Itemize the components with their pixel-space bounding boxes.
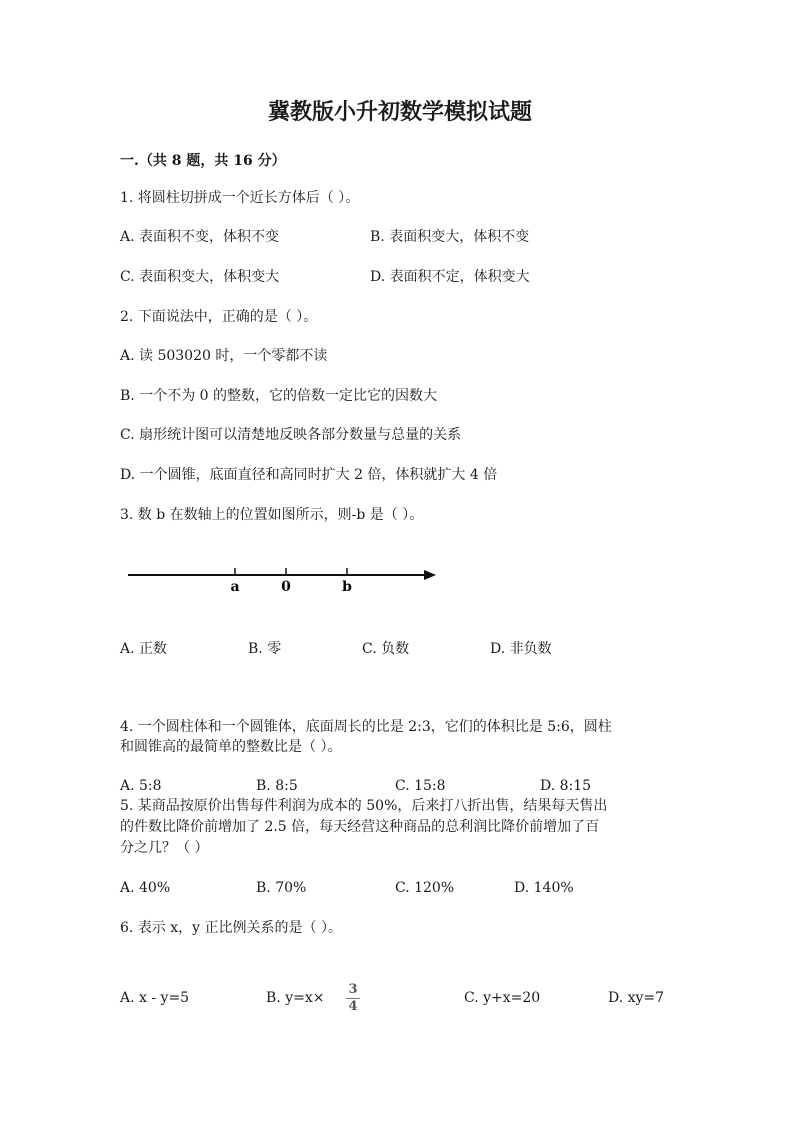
question-6-option-d[interactable]: D. xy=7 <box>608 990 665 1006</box>
question-4-stem-line-2: 和圆锥高的最简单的整数比是（ ）。 <box>120 739 342 755</box>
question-4-option-a[interactable]: A. 5:8 <box>120 778 162 794</box>
question-5-option-a[interactable]: A. 40% <box>120 880 171 896</box>
tick-label-b: b <box>342 579 352 595</box>
tick-label-zero: 0 <box>281 579 291 595</box>
fraction-denominator: 4 <box>348 999 358 1014</box>
question-6-option-a[interactable]: A. x - y=5 <box>120 990 190 1006</box>
question-5-stem-line-3: 分之几？（ ） <box>120 840 209 856</box>
question-5-stem-line-1: 5. 某商品按原价出售每件利润为成本的 50%，后来打八折出售，结果每天售出 <box>120 798 608 814</box>
question-5-option-d[interactable]: D. 140% <box>514 880 574 896</box>
question-2-option-c[interactable]: C. 扇形统计图可以清楚地反映各部分数量与总量的关系 <box>120 427 462 443</box>
question-3-option-a[interactable]: A. 正数 <box>120 641 168 657</box>
question-4-option-c[interactable]: C. 15:8 <box>395 778 446 794</box>
question-4-option-d[interactable]: D. 8:15 <box>540 778 592 794</box>
number-line-arrow <box>424 570 436 580</box>
question-5-option-c[interactable]: C. 120% <box>395 880 455 896</box>
page-title: 冀教版小升初数学模拟试题 <box>267 99 532 125</box>
question-4-option-b[interactable]: B. 8:5 <box>256 778 298 794</box>
question-5-stem-line-2: 的件数比降价前增加了 2.5 倍，每天经营这种商品的总利润比降价前增加了百 <box>120 819 600 835</box>
question-1-option-b[interactable]: B. 表面积变大，体积不变 <box>370 229 530 245</box>
question-6-stem: 6. 表示 x，y 正比例关系的是（ ）。 <box>120 920 342 936</box>
fraction-numerator: 3 <box>348 982 358 997</box>
question-3-stem: 3. 数 b 在数轴上的位置如图所示，则-b 是（ ）。 <box>120 507 424 523</box>
question-2-option-b[interactable]: B. 一个不为 0 的整数，它的倍数一定比它的因数大 <box>120 388 437 404</box>
question-1-option-d[interactable]: D. 表面积不定，体积变大 <box>370 269 530 285</box>
question-3-option-b[interactable]: B. 零 <box>248 641 282 657</box>
question-2-stem: 2. 下面说法中，正确的是（ ）。 <box>120 309 318 325</box>
question-4-stem-line-1: 4. 一个圆柱体和一个圆锥体，底面周长的比是 2:3，它们的体积比是 5:6，圆柱 <box>120 719 612 735</box>
question-5-option-b[interactable]: B. 70% <box>256 880 307 896</box>
section-heading: 一.（共 8 题，共 16 分） <box>120 153 286 169</box>
question-3-option-c[interactable]: C. 负数 <box>362 641 410 657</box>
question-1-option-c[interactable]: C. 表面积变大，体积变大 <box>120 269 280 285</box>
fraction-three-quarters <box>346 983 360 1014</box>
tick-label-a: a <box>230 579 240 595</box>
question-6-option-c[interactable]: C. y+x=20 <box>464 990 541 1006</box>
question-3-option-d[interactable]: D. 非负数 <box>490 641 552 657</box>
question-1-option-a[interactable]: A. 表面积不变，体积不变 <box>120 229 280 245</box>
question-6-option-b[interactable]: B. y=x× <box>266 990 325 1006</box>
question-2-option-a[interactable]: A. 读 503020 时，一个零都不读 <box>120 348 328 364</box>
question-1-stem: 1. 将圆柱切拼成一个近长方体后（ ）。 <box>120 190 360 206</box>
number-line-figure <box>120 560 450 600</box>
question-2-option-d[interactable]: D. 一个圆锥，底面直径和高同时扩大 2 倍，体积就扩大 4 倍 <box>120 467 498 483</box>
